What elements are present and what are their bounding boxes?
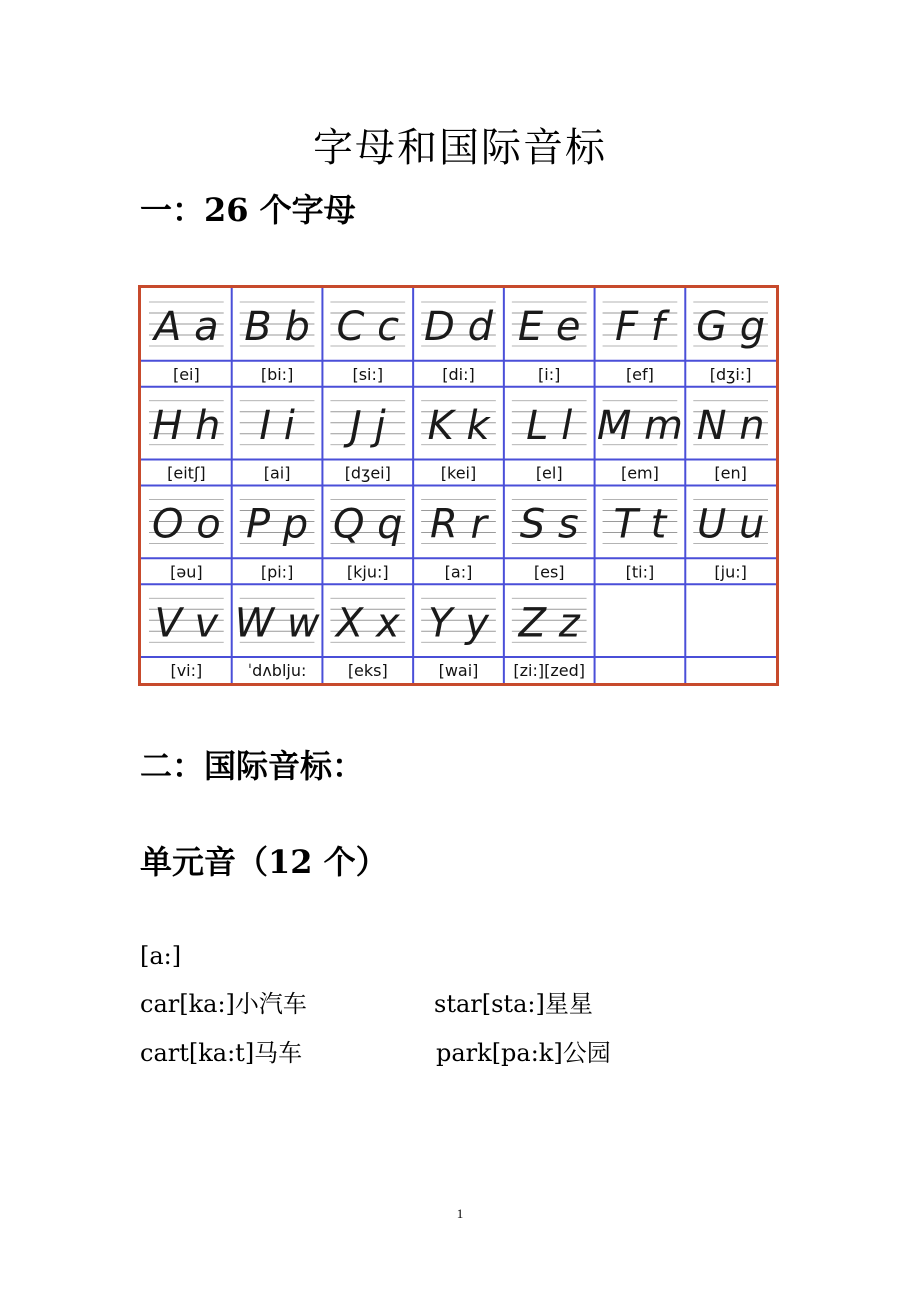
letter-ipa-label: [pi:] [260, 562, 294, 582]
letter-ipa-label: [i:] [538, 364, 561, 384]
letter-glyph: J j [349, 402, 386, 449]
alphabet-chart [138, 285, 779, 686]
letter-glyph: C c [336, 304, 400, 350]
letter-glyph: L l [526, 402, 573, 449]
letter-glyph: V v [154, 600, 219, 647]
letter-ipa-label: [ei] [172, 364, 200, 384]
section-heading-monophthongs: 单元音（12 个） [140, 843, 388, 881]
letter-ipa-label: [eks] [347, 661, 388, 680]
letter-glyph: D d [424, 304, 493, 350]
letter-ipa-label: [vi:] [170, 661, 203, 680]
letter-ipa-label: [el] [535, 463, 563, 483]
letter-ipa-label: [ju:] [714, 562, 747, 582]
section-heading-letters: 一：26 个字母 [140, 191, 356, 229]
letter-glyph: M m [596, 402, 684, 449]
letter-ipa-label: [ti:] [625, 562, 655, 582]
letter-glyph: R r [430, 501, 487, 548]
letter-glyph: U u [696, 501, 765, 548]
vowel-symbol: [a:] [140, 942, 182, 970]
letter-glyph: N n [696, 402, 765, 449]
letter-ipa-label: [eitʃ] [167, 463, 206, 483]
letter-ipa-label: [dʒei] [344, 463, 391, 483]
letter-ipa-label: [kei] [440, 463, 477, 483]
letter-glyph: H h [152, 402, 221, 449]
letter-ipa-label: [es] [533, 562, 565, 582]
example-word: park[pa:k]公园 [436, 1039, 611, 1067]
letter-glyph: W w [234, 600, 320, 647]
letter-ipa-label: ˈdʌblju: [247, 661, 307, 680]
letter-glyph: I i [259, 402, 295, 449]
section-heading-phonetics: 二：国际音标： [140, 747, 365, 785]
letter-ipa-label: [em] [620, 463, 659, 483]
letter-glyph: T t [613, 501, 667, 548]
example-word: car[ka:]小汽车 [140, 990, 307, 1018]
letter-glyph: Z z [518, 600, 580, 647]
letter-ipa-label: [di:] [442, 364, 475, 384]
letter-ipa-label: [ai] [263, 463, 291, 483]
letter-glyph: E e [517, 304, 581, 350]
letter-glyph: K k [427, 402, 490, 449]
page-title: 字母和国际音标 [313, 125, 607, 171]
letter-glyph: B b [244, 304, 310, 350]
page-number: 1 [456, 1206, 464, 1221]
letter-glyph: G g [696, 304, 766, 350]
letter-ipa-label: [ef] [625, 364, 654, 384]
letter-glyph: S s [519, 501, 579, 548]
alphabet-grid [141, 288, 776, 683]
letter-glyph: A a [154, 304, 219, 350]
letter-ipa-label: [si:] [352, 364, 384, 384]
letter-ipa-label: [əu] [170, 562, 203, 582]
example-word: cart[ka:t]马车 [140, 1039, 303, 1067]
letter-ipa-label: [bi:] [260, 364, 294, 384]
letter-glyph: P p [245, 501, 309, 548]
letter-glyph: O o [152, 501, 221, 548]
letter-ipa-label: [a:] [444, 562, 473, 582]
letter-glyph: Q q [332, 501, 403, 548]
letter-glyph: Y y [428, 600, 489, 647]
letter-ipa-label: [zi:][zed] [513, 661, 586, 680]
letter-ipa-label: [dʒi:] [709, 364, 752, 384]
letter-glyph: F f [615, 304, 665, 350]
letter-ipa-label: [wai] [438, 661, 479, 680]
letter-glyph: X x [335, 600, 400, 647]
letter-ipa-label: [kju:] [346, 562, 389, 582]
example-word: star[sta:]星星 [434, 990, 593, 1018]
letter-ipa-label: [en] [714, 463, 747, 483]
